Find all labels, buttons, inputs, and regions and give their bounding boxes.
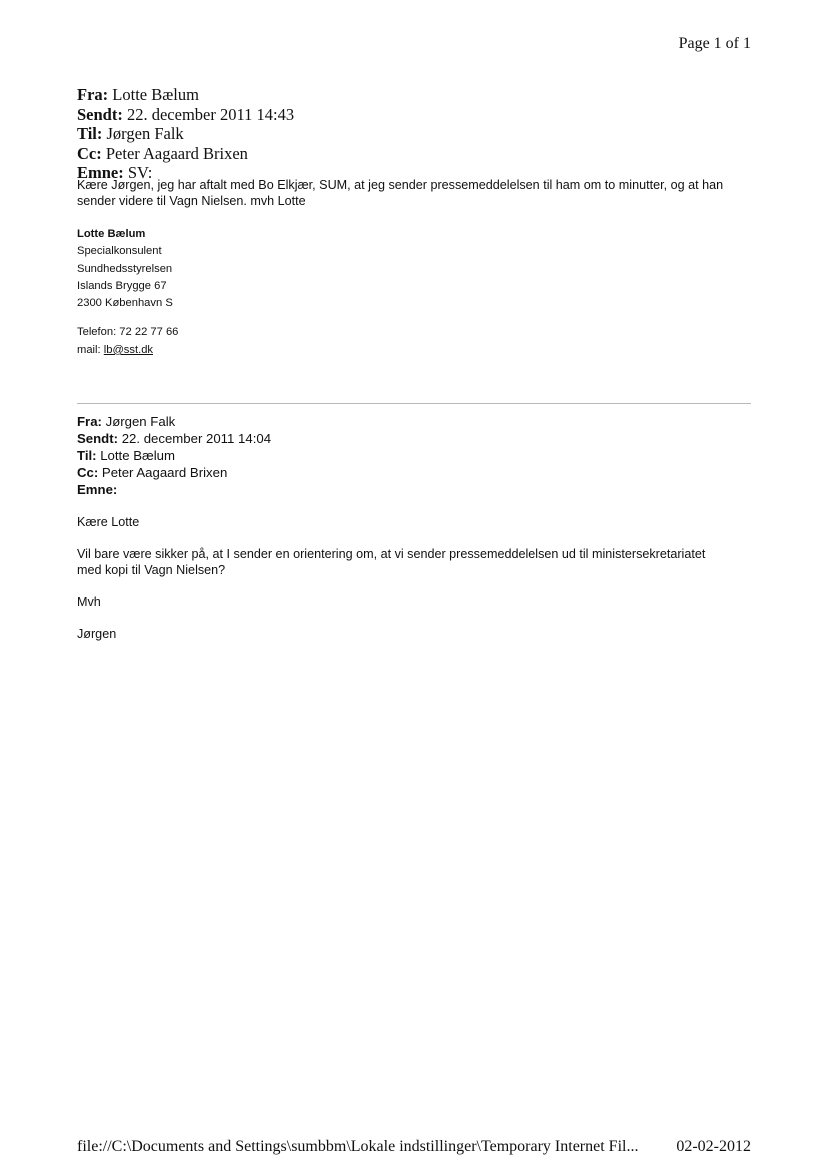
page-number: Page 1 of 1 xyxy=(678,35,751,52)
message2-sent-row xyxy=(77,430,271,447)
message1-subject-label: Emne: xyxy=(77,163,124,182)
message2-from-row xyxy=(77,413,271,430)
message2-headers xyxy=(77,413,271,498)
message2-sent-label: Sendt: xyxy=(77,431,119,446)
message1-body: Kære Jørgen, jeg har aftalt med Bo Elkjær, SUM, at jeg sender pressemeddelelsen til ham om to minutter, og at han sender videre til Vagn Nielsen. mvh Lotte xyxy=(77,178,724,208)
message2-to-value: Lotte Bælum xyxy=(100,448,175,463)
message2-subject-label: Emne: xyxy=(77,482,118,497)
signature-block xyxy=(77,226,178,359)
message2-signoff: Jørgen xyxy=(77,627,117,641)
message2-sent-value: 22. december 2011 14:04 xyxy=(121,431,272,446)
message1-headers xyxy=(77,85,294,183)
message2-greeting: Kære Lotte xyxy=(77,515,140,529)
signature-mail-link[interactable]: lb@sst.dk xyxy=(103,343,154,356)
footer-date: 02-02-2012 xyxy=(676,1138,751,1155)
signature-organization: Sundhedsstyrelsen xyxy=(77,262,173,275)
message1-cc-value: Peter Aagaard Brixen xyxy=(105,143,248,163)
signature-mail-row xyxy=(77,342,178,359)
message1-from-label: Fra: xyxy=(77,85,109,104)
message1-sent-row xyxy=(77,105,294,125)
signature-street: Islands Brygge 67 xyxy=(77,279,167,292)
message1-cc-label: Cc: xyxy=(77,143,102,163)
message1-sent-label: Sendt: xyxy=(77,104,123,124)
signature-mail-label: mail: xyxy=(77,343,101,356)
message-separator xyxy=(77,403,751,404)
message2-body xyxy=(77,514,727,658)
message2-to-row xyxy=(77,447,271,464)
message1-to-label: Til: xyxy=(77,124,103,143)
message2-subject-row xyxy=(77,481,271,498)
message2-cc-label: Cc: xyxy=(77,465,99,480)
message2-cc-value: Peter Aagaard Brixen xyxy=(101,465,228,480)
message2-cc-row xyxy=(77,464,271,481)
message2-paragraph: Vil bare være sikker på, at I sender en orientering om, at vi sender pressemeddelelsen ud til ministersekretariatet med kopi til Vagn Nielsen? xyxy=(77,547,706,577)
message1-to-row xyxy=(77,124,294,144)
message1-sent-value: 22. december 2011 14:43 xyxy=(126,104,295,124)
footer-file-path: file://C:\Documents and Settings\sumbbm\Lokale indstillinger\Temporary Internet Fil... xyxy=(77,1138,639,1155)
message2-closing: Mvh xyxy=(77,595,101,609)
message2-from-label: Fra: xyxy=(77,414,102,429)
signature-name: Lotte Bælum xyxy=(77,228,146,240)
message1-subject-value: SV: xyxy=(127,163,153,182)
message1-from-value: Lotte Bælum xyxy=(112,85,199,104)
signature-title: Specialkonsulent xyxy=(77,245,162,258)
message1-from-row xyxy=(77,85,294,105)
message1-to-value: Jørgen Falk xyxy=(106,124,184,143)
signature-phone: Telefon: 72 22 77 66 xyxy=(77,326,179,339)
signature-city: 2300 København S xyxy=(77,297,173,310)
message1-cc-row xyxy=(77,144,294,164)
message2-from-value: Jørgen Falk xyxy=(105,414,176,429)
message2-to-label: Til: xyxy=(77,448,97,463)
